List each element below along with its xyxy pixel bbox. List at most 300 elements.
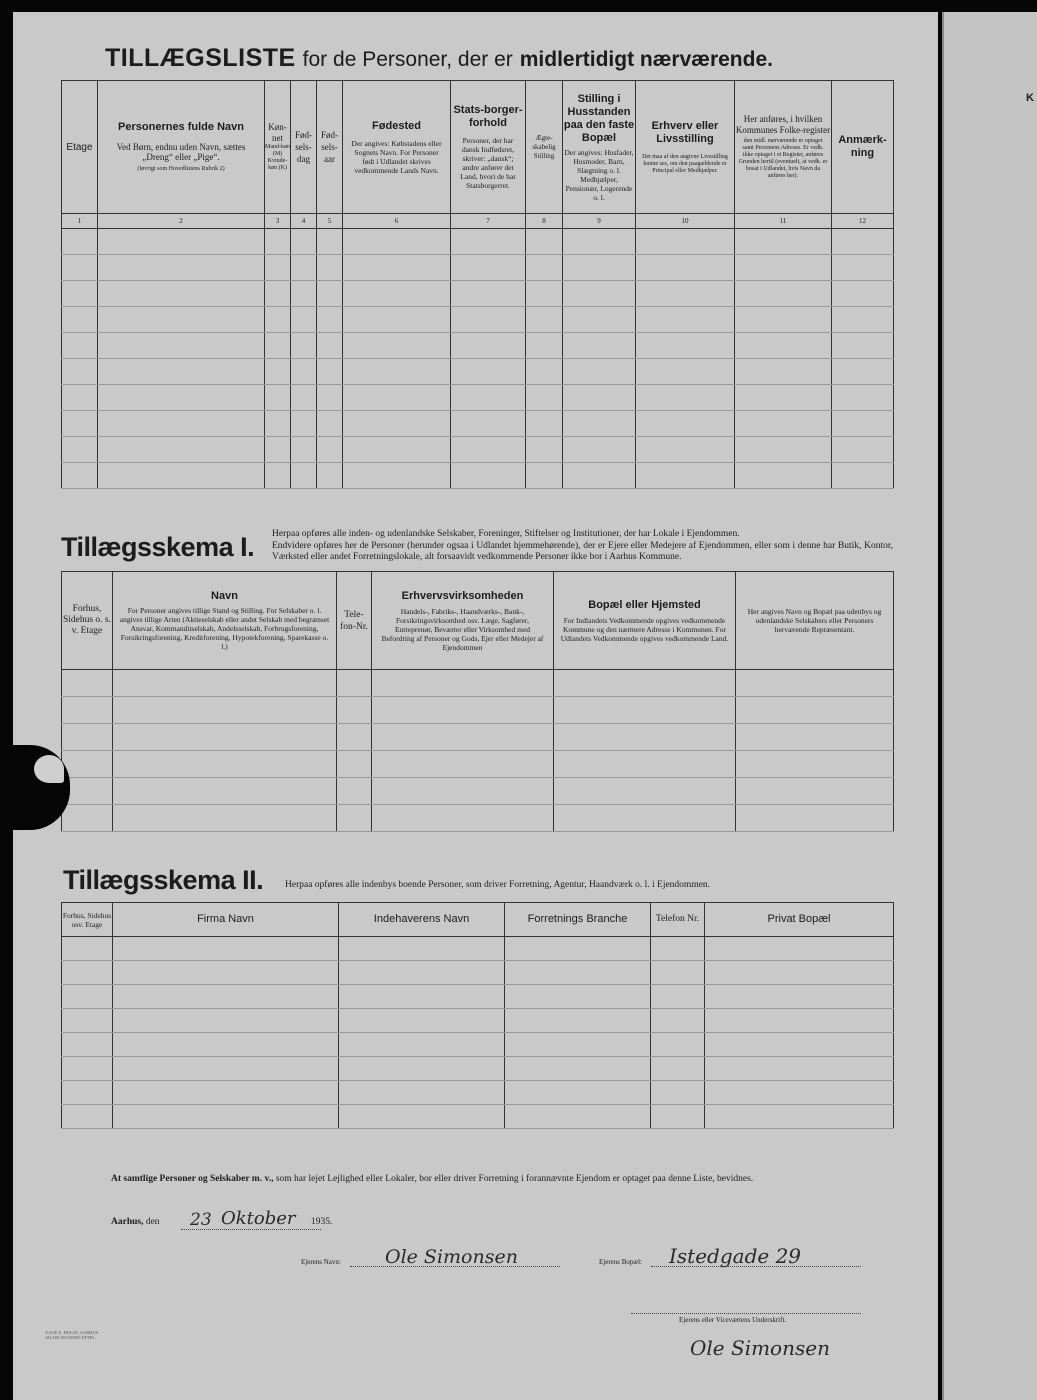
place: Aarhus, [111, 1217, 144, 1227]
table-cell [265, 463, 291, 489]
table-cell [832, 307, 894, 333]
col-num: 2 [98, 214, 265, 229]
table-cell [736, 751, 894, 778]
col-num: 7 [451, 214, 526, 229]
table-cell [563, 437, 636, 463]
table-cell [337, 724, 372, 751]
table-cell [563, 255, 636, 281]
table-cell [451, 281, 526, 307]
table-cell [339, 1009, 505, 1033]
table-cell [62, 670, 113, 697]
table-cell [636, 229, 735, 255]
table-cell [337, 697, 372, 724]
table-cell [832, 385, 894, 411]
table-cell [735, 385, 832, 411]
table-cell [113, 751, 337, 778]
table-cell [736, 805, 894, 832]
table-cell [317, 229, 343, 255]
table-cell [526, 411, 563, 437]
skema2-table [61, 902, 894, 1129]
skema1-table-body [62, 670, 894, 832]
signature-line [631, 1313, 861, 1314]
table-cell [526, 307, 563, 333]
table-cell [832, 411, 894, 437]
table-cell [832, 359, 894, 385]
table-cell [343, 359, 451, 385]
table-row [62, 411, 894, 437]
table-cell [505, 1009, 651, 1033]
page-title [105, 44, 773, 73]
table-cell [98, 411, 265, 437]
table-cell [291, 229, 317, 255]
table-cell [337, 805, 372, 832]
table-cell [98, 385, 265, 411]
table-row [62, 333, 894, 359]
table-cell [113, 937, 339, 961]
table-cell [505, 961, 651, 985]
table-cell [291, 307, 317, 333]
table-cell [291, 411, 317, 437]
s1-col-representative: Her angives Navn og Bopæl paa udenbys og udenlandske Selskabers eller Personers herværende Repræsentant. [736, 572, 894, 670]
table-cell [62, 697, 113, 724]
table-cell [636, 359, 735, 385]
printer-imprint: AAGE E. HOLST, AARHUS JACOB ZEUNERS EFTFL. [45, 1330, 99, 1340]
table-cell [636, 385, 735, 411]
s2-col-branch: Forretnings Branche [505, 903, 651, 937]
table-row [62, 751, 894, 778]
table-cell [339, 1105, 505, 1129]
table-cell [372, 778, 554, 805]
table-cell [98, 359, 265, 385]
table-cell [62, 385, 98, 411]
table-cell [372, 805, 554, 832]
attestation-statement [111, 1174, 753, 1184]
table-cell [705, 937, 894, 961]
table-cell [651, 1033, 705, 1057]
table-cell [505, 1033, 651, 1057]
table-cell [317, 359, 343, 385]
owner-address-label: Ejerens Bopæl: [599, 1258, 642, 1266]
col-birthyear: Fød-sels-aar [317, 81, 343, 214]
table-cell [343, 385, 451, 411]
table-row [62, 778, 894, 805]
table-cell [339, 1057, 505, 1081]
table-row [62, 437, 894, 463]
table-cell [832, 255, 894, 281]
table-cell [832, 333, 894, 359]
owner-name: Ole Simonsen [385, 1246, 518, 1268]
table-cell [317, 333, 343, 359]
table-cell [451, 307, 526, 333]
table-cell [113, 724, 337, 751]
table-cell [339, 1033, 505, 1057]
s2-col-floor: Forhus, Sidehus osv. Etage [62, 903, 113, 937]
col-remark: Anmærk-ning [832, 81, 894, 214]
table-cell [265, 333, 291, 359]
skema2-title: Tillægsskema II. [63, 865, 264, 895]
owner-address: Istedgade 29 [669, 1244, 802, 1268]
table-cell [735, 229, 832, 255]
col-num: 3 [265, 214, 291, 229]
col-num: 10 [636, 214, 735, 229]
signature: Ole Simonsen [690, 1336, 830, 1360]
table-cell [317, 255, 343, 281]
table-cell [832, 229, 894, 255]
s2-col-phone: Telefon Nr. [651, 903, 705, 937]
table-cell [98, 307, 265, 333]
den-label: den [145, 1217, 160, 1227]
table-cell [705, 985, 894, 1009]
table-cell [98, 333, 265, 359]
table-cell [343, 307, 451, 333]
table-cell [113, 1081, 339, 1105]
table-row [62, 961, 894, 985]
table-cell [651, 1081, 705, 1105]
table-cell [291, 437, 317, 463]
table-cell [62, 985, 113, 1009]
table-cell [343, 333, 451, 359]
table-cell [337, 670, 372, 697]
table-cell [705, 961, 894, 985]
table-row [62, 229, 894, 255]
s2-col-firm: Firma Navn [113, 903, 339, 937]
form-page [13, 12, 938, 1400]
table-cell [62, 463, 98, 489]
s1-col-business: Erhvervsvirksomheden Handels-, Fabriks-, Haandværks-, Bank-, Forsikringsvirksomhed osv. Læge, Sagfører, Entreprenør, Beværter eller Virksomhed med Befordring af Personer og Gods, Ejer eller Medejer af Ejendommen [372, 572, 554, 670]
table-cell [343, 255, 451, 281]
table-cell [265, 281, 291, 307]
table-cell [291, 385, 317, 411]
table-cell [343, 281, 451, 307]
table-cell [62, 751, 113, 778]
table-cell [62, 1105, 113, 1129]
table-cell [735, 255, 832, 281]
table-cell [554, 751, 736, 778]
title-mid: for de Personer, der er [302, 48, 513, 71]
table-cell [113, 1033, 339, 1057]
col-num: 12 [832, 214, 894, 229]
table-row [62, 697, 894, 724]
table-cell [265, 411, 291, 437]
table-cell [62, 805, 113, 832]
col-num: 6 [343, 214, 451, 229]
owner-name-label: Ejerens Navn: [301, 1258, 341, 1266]
table-cell [98, 437, 265, 463]
col-num: 8 [526, 214, 563, 229]
table-cell [505, 985, 651, 1009]
table-row [62, 937, 894, 961]
table-cell [563, 463, 636, 489]
table-cell [554, 724, 736, 751]
table-cell [505, 1105, 651, 1129]
col-birthplace: Fødested Der angives: Købstadens eller Sognets Navn. For Personer født i Udlandet skrives vedkommende Lands Navn. [343, 81, 451, 214]
table-cell [62, 229, 98, 255]
skema1-table [61, 571, 894, 832]
next-page-fragment: K [1026, 92, 1034, 104]
table-cell [339, 961, 505, 985]
col-num: 5 [317, 214, 343, 229]
table-cell [554, 778, 736, 805]
table-cell [451, 255, 526, 281]
table-cell [636, 333, 735, 359]
skema1-desc-p2: Endvidere opføres her de Personer (herunder ogsaa i Udlandet hjemmehørende), der er Ejere eller Medejere af Ejendommen, eller som i denne har Butik, Kontor, Værksted eller andet Forretningslokale, alt forsaavidt vedkommende Personer ikke bor i Aarhus Kommune. [272, 540, 893, 562]
table-cell [265, 255, 291, 281]
next-page-edge [942, 12, 1037, 1400]
table-row [62, 463, 894, 489]
table-cell [451, 437, 526, 463]
table-cell [832, 281, 894, 307]
table-cell [736, 778, 894, 805]
table-cell [563, 333, 636, 359]
table-row [62, 1081, 894, 1105]
table-cell [265, 437, 291, 463]
table-cell [62, 333, 98, 359]
table-cell [62, 437, 98, 463]
table-row [62, 385, 894, 411]
table-cell [62, 359, 98, 385]
table-cell [526, 281, 563, 307]
table-row [62, 670, 894, 697]
table-cell [317, 307, 343, 333]
table-row [62, 1057, 894, 1081]
table-cell [291, 281, 317, 307]
table-cell [339, 1081, 505, 1105]
table-row [62, 359, 894, 385]
table-cell [651, 1057, 705, 1081]
table-row [62, 724, 894, 751]
table-cell [265, 229, 291, 255]
table-row [62, 1105, 894, 1129]
table-cell [832, 437, 894, 463]
table-cell [113, 670, 337, 697]
table-cell [636, 437, 735, 463]
table-cell [62, 961, 113, 985]
table-cell [563, 385, 636, 411]
table-cell [317, 385, 343, 411]
col-citizenship: Stats-borger-forhold Personer, der har dansk Indfødsret, skriver: „dansk“; andre anfører det Land, hvori de har Statsborgerret. [451, 81, 526, 214]
column-number-row [62, 214, 894, 229]
table-cell [339, 937, 505, 961]
table-cell [339, 985, 505, 1009]
table-row [62, 255, 894, 281]
s2-col-private-address: Privat Bopæl [705, 903, 894, 937]
table-cell [265, 359, 291, 385]
s1-col-name: Navn For Personer angives tillige Stand og Stilling. For Selskaber o. l. angives tillige Arten (Aktieselskab eller andet Selskab med begrænset Ansvar, Kommanditselskab, Andelsselskab, Forbrugsforening, Forsikringsforening, Kreditforening, Hypotekforening, Sparekasse o. l.) [113, 572, 337, 670]
table-cell [526, 333, 563, 359]
table-cell [62, 307, 98, 333]
table-cell [705, 1033, 894, 1057]
table-cell [526, 255, 563, 281]
table-cell [62, 1057, 113, 1081]
table-cell [554, 697, 736, 724]
table-cell [651, 1009, 705, 1033]
title-bold: TILLÆGSLISTE [105, 44, 296, 72]
table-cell [451, 229, 526, 255]
table-cell [451, 333, 526, 359]
table-cell [636, 281, 735, 307]
col-household: Stilling i Husstanden paa den faste Bopæl Der angives: Husfader, Husmoder, Barn, Slægtning o. l. Medhjælper, Pensionær, Logerende o. l. [563, 81, 636, 214]
s2-col-owner: Indehaverens Navn [339, 903, 505, 937]
col-marital: Ægte-skabelig Stilling [526, 81, 563, 214]
table-cell [372, 724, 554, 751]
col-num: 11 [735, 214, 832, 229]
table-cell [736, 724, 894, 751]
col-num: 9 [563, 214, 636, 229]
statement-rest: som har lejet Lejlighed eller Lokaler, bor eller driver Forretning i forannævnte Ejendom er optaget paa denne Liste, bevidnes. [275, 1174, 754, 1184]
table-cell [526, 437, 563, 463]
s1-col-phone: Tele-fon-Nr. [337, 572, 372, 670]
table-cell [372, 751, 554, 778]
table-cell [526, 359, 563, 385]
table-cell [451, 411, 526, 437]
table-cell [705, 1057, 894, 1081]
date-line [111, 1217, 160, 1227]
table-cell [62, 724, 113, 751]
main-table [61, 80, 894, 489]
table-cell [526, 229, 563, 255]
table-cell [563, 281, 636, 307]
year: 1935. [311, 1217, 333, 1227]
table-cell [735, 281, 832, 307]
table-cell [505, 1081, 651, 1105]
col-num: 4 [291, 214, 317, 229]
table-cell [62, 1081, 113, 1105]
table-cell [651, 961, 705, 985]
table-cell [636, 411, 735, 437]
col-name: Personernes fulde Navn Ved Børn, endnu uden Navn, sættes „Dreng“ eller „Pige“. (Iøvrigt som Hovedlistens Rubrik 2) [98, 81, 265, 214]
table-cell [113, 1009, 339, 1033]
table-cell [735, 359, 832, 385]
table-cell [343, 229, 451, 255]
table-cell [451, 385, 526, 411]
table-cell [735, 463, 832, 489]
table-cell [563, 229, 636, 255]
table-cell [736, 670, 894, 697]
table-cell [651, 937, 705, 961]
skema2-table-body [62, 937, 894, 1129]
table-cell [62, 411, 98, 437]
date-month: Oktober [221, 1208, 296, 1229]
table-cell [526, 385, 563, 411]
table-cell [98, 255, 265, 281]
table-cell [113, 778, 337, 805]
main-table-body [62, 229, 894, 489]
table-cell [265, 307, 291, 333]
table-cell [651, 1105, 705, 1129]
table-cell [62, 255, 98, 281]
s1-col-address: Bopæl eller Hjemsted For Indlandets Vedkommende opgives vedkommende Kommune og den nærmere Adresse i Kommunen. For Udlandets Vedkommende opgives vedkommende Land. [554, 572, 736, 670]
table-cell [735, 437, 832, 463]
table-cell [554, 805, 736, 832]
table-cell [735, 307, 832, 333]
table-cell [62, 937, 113, 961]
table-cell [563, 411, 636, 437]
table-cell [651, 985, 705, 1009]
skema2-description: Herpaa opføres alle indenbys boende Personer, som driver Forretning, Agentur, Haandværk o. l. i Ejendommen. [285, 880, 711, 890]
table-cell [62, 281, 98, 307]
table-cell [113, 985, 339, 1009]
col-occupation: Erhverv eller Livsstilling Det maa af den angivne Livsstilling kunne ses, om den paagældende er Principal eller Medhjælper. [636, 81, 735, 214]
col-gender: Køn-net Mand-køn (M) Kvinde-køn (K) [265, 81, 291, 214]
table-cell [636, 463, 735, 489]
table-cell [113, 1105, 339, 1129]
table-cell [526, 463, 563, 489]
table-cell [563, 307, 636, 333]
table-cell [372, 697, 554, 724]
table-cell [337, 778, 372, 805]
skema1-desc-p1: Herpaa opføres alle inden- og udenlandske Selskaber, Foreninger, Stiftelser og Institutioner, der har Lokale i Ejendommen. [272, 529, 740, 539]
table-cell [554, 670, 736, 697]
table-cell [265, 385, 291, 411]
table-row [62, 1009, 894, 1033]
table-row [62, 281, 894, 307]
table-cell [62, 1009, 113, 1033]
table-row [62, 1033, 894, 1057]
table-cell [337, 751, 372, 778]
table-cell [98, 281, 265, 307]
table-cell [451, 359, 526, 385]
skema1-title: Tillægsskema I. [61, 532, 255, 562]
table-cell [113, 697, 337, 724]
table-cell [98, 463, 265, 489]
col-register: Her anføres, i hvilken Kommunes Folke-register den midl. nærværende er optaget samt Personens Adresse. Er vedk. ikke optaget i et Register, anføres Grunden hertil (eventuelt, at vedk. er bosat i Udlandet, hvis Navn da anføres her). [735, 81, 832, 214]
table-cell [735, 333, 832, 359]
table-cell [505, 937, 651, 961]
skema1-description [272, 529, 893, 564]
statement-bold: At samtlige Personer og Selskaber m. v., [111, 1174, 274, 1184]
col-birthday: Fød-sels-dag [291, 81, 317, 214]
table-cell [317, 437, 343, 463]
table-cell [372, 670, 554, 697]
table-cell [736, 697, 894, 724]
table-cell [451, 463, 526, 489]
table-cell [735, 411, 832, 437]
table-row [62, 307, 894, 333]
table-cell [343, 437, 451, 463]
table-cell [291, 255, 317, 281]
table-cell [705, 1105, 894, 1129]
col-num: 1 [62, 214, 98, 229]
table-cell [113, 961, 339, 985]
table-cell [291, 463, 317, 489]
table-cell [563, 359, 636, 385]
table-cell [317, 463, 343, 489]
col-etage: Etage [62, 81, 98, 214]
table-cell [343, 463, 451, 489]
table-cell [705, 1081, 894, 1105]
table-cell [291, 359, 317, 385]
table-cell [62, 1033, 113, 1057]
table-cell [636, 255, 735, 281]
table-cell [291, 333, 317, 359]
title-end: midlertidigt nærværende. [519, 48, 773, 71]
table-cell [317, 411, 343, 437]
s1-col-floor: Forhus, Sidehus o. s. v. Etage [62, 572, 113, 670]
table-cell [636, 307, 735, 333]
table-cell [832, 463, 894, 489]
table-row [62, 985, 894, 1009]
signature-label: Ejerens eller Viceværtens Underskrift. [679, 1316, 787, 1324]
table-cell [317, 281, 343, 307]
table-cell [505, 1057, 651, 1081]
table-cell [343, 411, 451, 437]
date-day: 23 [190, 1210, 212, 1230]
table-cell [113, 805, 337, 832]
table-cell [705, 1009, 894, 1033]
table-cell [113, 1057, 339, 1081]
table-row [62, 805, 894, 832]
table-cell [98, 229, 265, 255]
